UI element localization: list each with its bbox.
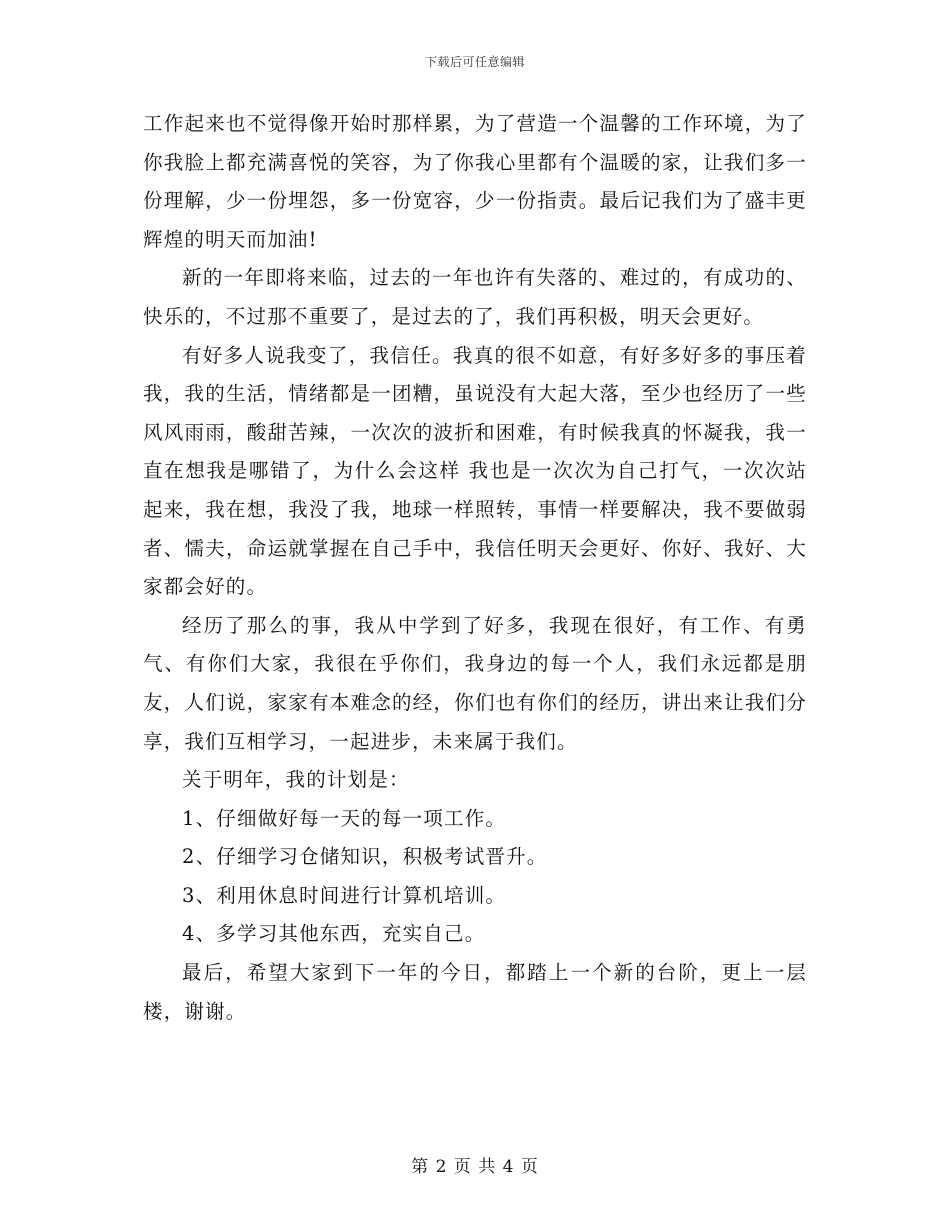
paragraph-continuation: 工作起来也不觉得像开始时那样累，为了营造一个温馨的工作环境，为了你我脸上都充满喜悦的笑容，为了你我心里都有个温暖的家，让我们多一份理解，少一份埋怨，多一份宽容，少一份指责。最后记我们为了盛丰更辉煌的明天而加油! — [143, 112, 807, 251]
paragraph-new-year: 新的一年即将来临，过去的一年也许有失落的、难过的，有成功的、快乐的，不过那不重要了，是过去的了，我们再积极，明天会更好。 — [143, 266, 807, 328]
page-number-footer — [0, 1152, 950, 1177]
header-note: 下载后可任意编辑 — [424, 55, 525, 69]
document-body — [143, 105, 807, 1031]
plan-item-3: 3、利用休息时间进行计算机培训。 — [182, 883, 507, 907]
plan-item-2: 2、仔细学习仓储知识，积极考试晋升。 — [182, 845, 548, 869]
page-number-label: 第 2 页 共 4 页 — [411, 1157, 539, 1177]
paragraph-changes: 有好多人说我变了，我信任。我真的很不如意，有好多好多的事压着我，我的生活，情绪都是一团糟，虽说没有大起大落，至少也经历了一些风风雨雨，酸甜苦辣，一次次的波折和困难，有时候我真的怀凝我，我一直在想我是哪错了，为什么会这样 我也是一次次为自己打气，一次次站起来，我在想，我没了我，地球一样照转，事情一样要解决，我不要做弱者、懦夫，命运就掌握在自己手中，我信任明天会更好、你好、我好、大家都会好的。 — [143, 343, 807, 599]
plan-item-1: 1、仔细做好每一天的每一项工作。 — [182, 806, 507, 830]
paragraph-plan-intro: 关于明年，我的计划是： — [182, 768, 410, 792]
plan-item-4: 4、多学习其他东西，充实自己。 — [182, 922, 486, 946]
paragraph-closing: 最后，希望大家到下一年的今日，都踏上一个新的台阶，更上一层楼，谢谢。 — [143, 961, 807, 1023]
paragraph-experience: 经历了那么的事，我从中学到了好多，我现在很好，有工作、有勇气、有你们大家，我很在乎你们，我身边的每一个人，我们永远都是朋友，人们说，家家有本难念的经，你们也有你们的经历，讲出来让我们分享，我们互相学习，一起进步，未来属于我们。 — [143, 613, 807, 753]
